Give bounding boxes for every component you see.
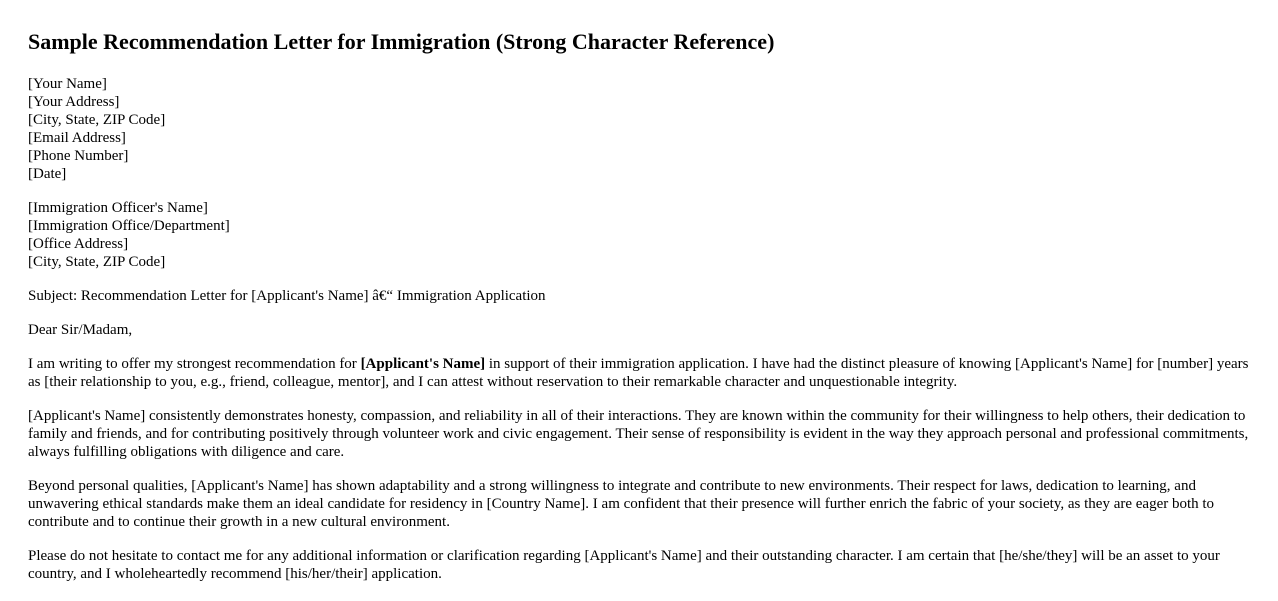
salutation: Dear Sir/Madam, xyxy=(28,322,133,338)
sender-name: [Your Name] xyxy=(28,76,107,92)
paragraph-intro xyxy=(28,355,1250,391)
page-title: Sample Recommendation Letter for Immigration (Strong Character Reference) xyxy=(28,29,775,54)
recipient-officer-name: [Immigration Officer's Name] xyxy=(28,200,208,216)
sender-city-state-zip: [City, State, ZIP Code] xyxy=(28,112,166,128)
recipient-office-address: [Office Address] xyxy=(28,236,129,252)
recipient-office-department: [Immigration Office/Department] xyxy=(28,218,230,234)
sender-email: [Email Address] xyxy=(28,130,126,146)
sender-phone: [Phone Number] xyxy=(28,148,129,164)
sender-address: [Your Address] xyxy=(28,94,120,110)
applicant-name-bold: [Applicant's Name] xyxy=(360,356,486,372)
letter-date: [Date] xyxy=(28,166,67,182)
recipient-city-state-zip: [City, State, ZIP Code] xyxy=(28,254,166,270)
subject-line: Subject: Recommendation Letter for [Applicant's Name] â€“ Immigration Application xyxy=(28,288,546,304)
recipient-block xyxy=(28,199,1250,271)
paragraph-intro-before: I am writing to offer my strongest recommendation for xyxy=(28,356,361,372)
paragraph-adaptability: Beyond personal qualities, [Applicant's Name] has shown adaptability and a strong willingness to integrate and contribute to new environments. Their respect for laws, dedication to learning, and unwavering ethical standards make them an ideal candidate for residency in [Country Name]. I am confident that their presence will further enrich the fabric of your society, as they are eager both to contribute and to continue their growth in a new cultural environment. xyxy=(28,478,1215,530)
paragraph-closing: Please do not hesitate to contact me for any additional information or clarification regarding [Applicant's Name] and their outstanding character. I am certain that [he/she/they] will be an asset to your country, and I wholeheartedly recommend [his/her/their] application. xyxy=(28,548,1220,582)
paragraph-character: [Applicant's Name] consistently demonstrates honesty, compassion, and reliability in all of their interactions. They are known within the community for their willingness to help others, their dedication to family and friends, and for contributing positively through volunteer work and civic engagement. Their sense of responsibility is evident in the way they approach personal and professional commitments, always fulfilling obligations with diligence and care. xyxy=(28,408,1249,460)
paragraph-intro-after: in support of their immigration application. I have had the distinct pleasure of knowing [Applicant's Name] for [number] years as [their relationship to you, e.g., friend, colleague, mentor], and I can attest without reservation to their remarkable character and unquestionable integrity. xyxy=(28,356,1249,390)
sender-block xyxy=(28,75,1250,183)
